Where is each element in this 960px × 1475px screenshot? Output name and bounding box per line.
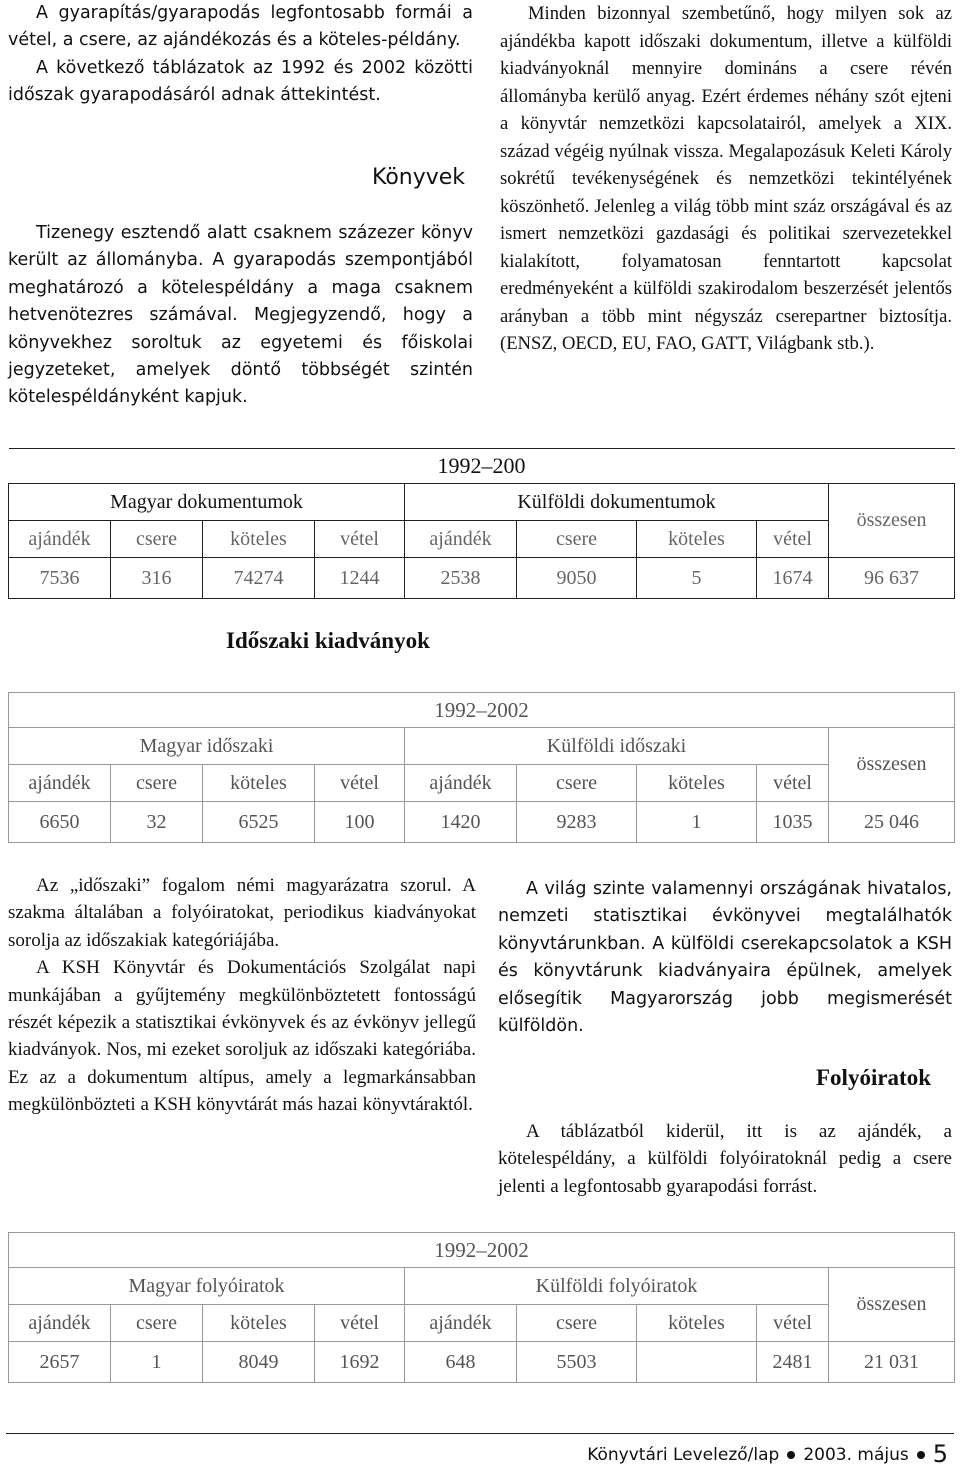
periodicals-total-label: összesen xyxy=(829,728,955,802)
books-period: 1992–200 xyxy=(9,449,955,484)
journals-col-legal-hu: köteles xyxy=(203,1305,315,1342)
books-val-purchase-foreign: 1674 xyxy=(757,558,829,599)
journals-group-foreign: Külföldi folyóiratok xyxy=(405,1268,829,1305)
periodicals-col-exchange-foreign: csere xyxy=(517,765,637,802)
periodicals-val-purchase-hu: 100 xyxy=(315,802,405,843)
books-val-gift-hu: 7536 xyxy=(9,558,111,599)
intro-column xyxy=(8,0,473,110)
books-val-exchange-foreign: 9050 xyxy=(517,558,637,599)
books-val-exchange-hu: 316 xyxy=(111,558,203,599)
periodicals-val-legal-foreign: 1 xyxy=(637,802,757,843)
intl-relations-column xyxy=(500,0,952,358)
periodicals-table xyxy=(8,692,954,843)
periodicals-col-gift-hu: ajándék xyxy=(9,765,111,802)
books-table xyxy=(8,448,954,599)
intro-paragraph-2: A következő táblázatok az 1992 és 2002 közötti időszak gyarapodásáról adnak áttekintést. xyxy=(8,57,473,106)
page-footer xyxy=(587,1440,948,1468)
page-number: 5 xyxy=(932,1440,948,1468)
journals-val-total: 21 031 xyxy=(829,1342,955,1383)
periodicals-explain-column xyxy=(8,872,476,1119)
journals-val-purchase-foreign: 2481 xyxy=(757,1342,829,1383)
journals-paragraph: A táblázatból kiderül, itt is az ajándék, a kötelespéldány, a külföldi folyóiratoknál pedig a csere jelenti a legfontosabb gyarapodási forrást. xyxy=(498,1121,952,1197)
books-col-gift-hu: ajándék xyxy=(9,521,111,558)
books-col-gift-foreign: ajándék xyxy=(405,521,517,558)
books-col-exchange-foreign: csere xyxy=(517,521,637,558)
books-total-label: összesen xyxy=(829,484,955,558)
journals-heading: Folyóiratok xyxy=(816,1065,931,1090)
books-col-legal-hu: köteles xyxy=(203,521,315,558)
bullet-icon xyxy=(917,1451,925,1459)
journals-val-exchange-foreign: 5503 xyxy=(517,1342,637,1383)
periodicals-heading: Időszaki kiadványok xyxy=(226,628,430,653)
journals-table xyxy=(8,1232,954,1383)
journals-col-gift-hu: ajándék xyxy=(9,1305,111,1342)
journals-col-exchange-hu: csere xyxy=(111,1305,203,1342)
periodicals-val-exchange-foreign: 9283 xyxy=(517,802,637,843)
journals-val-gift-hu: 2657 xyxy=(9,1342,111,1383)
periodicals-val-gift-hu: 6650 xyxy=(9,802,111,843)
periodicals-val-gift-foreign: 1420 xyxy=(405,802,517,843)
journals-val-purchase-hu: 1692 xyxy=(315,1342,405,1383)
journals-col-legal-foreign: köteles xyxy=(637,1305,757,1342)
yearbooks-column xyxy=(498,876,952,1040)
books-val-legal-foreign: 5 xyxy=(637,558,757,599)
books-col-exchange-hu: csere xyxy=(111,521,203,558)
periodicals-col-exchange-hu: csere xyxy=(111,765,203,802)
periodicals-col-purchase-foreign: vétel xyxy=(757,765,829,802)
books-val-purchase-hu: 1244 xyxy=(315,558,405,599)
books-val-legal-hu: 74274 xyxy=(203,558,315,599)
journals-val-legal-foreign xyxy=(637,1342,757,1383)
books-heading: Könyvek xyxy=(372,165,466,190)
periodicals-col-legal-hu: köteles xyxy=(203,765,315,802)
intl-relations-paragraph: Minden bizonnyal szembetűnő, hogy milyen sok az ajándékba kapott időszaki dokumentum, illetve a külföldi kiadványoknál mennyire domináns a csere révén állományba kerülő anyag. Ezért érdemes néhány szót ejteni a könyvtár nemzetközi kapcsolatairól, amelyek a XIX. század végéig nyúlnak vissza. Megalapozásuk Keleti Károly sokrétű tevékenységének és nemzetközi tekintélyének köszönhető. Jelenleg a világ több mint száz országával és az ismert nemzetközi gazdasági és politikai szervezetekkel kialakított, folyamatosan fenntartott kapcsolat eredményeként a külföldi szakirodalom beszerzését jelentős arányban a több mint négyszáz cserepartner biztosítja. (ENSZ, OECD, EU, FAO, GATT, Világbank stb.). xyxy=(500,3,952,354)
footer-rule xyxy=(6,1433,954,1434)
footer-date: 2003. május xyxy=(803,1445,909,1465)
books-paragraph: Tizenegy esztendő alatt csaknem százezer könyv került az állományba. A gyarapodás szempontjából meghatározó a kötelespéldány a maga csaknem hetvenötezres számával. Megjegyzendő, hogy a könyvekhez soroltuk az egyetemi és főiskolai jegyzeteket, amelyek döntő többségét szintén kötelespéldányként kapjuk. xyxy=(8,223,473,408)
books-val-gift-foreign: 2538 xyxy=(405,558,517,599)
bullet-icon xyxy=(787,1451,795,1459)
periodicals-val-legal-hu: 6525 xyxy=(203,802,315,843)
journals-val-gift-foreign: 648 xyxy=(405,1342,517,1383)
journals-val-legal-hu: 8049 xyxy=(203,1342,315,1383)
periodicals-group-foreign: Külföldi időszaki xyxy=(405,728,829,765)
footer-journal-title: Könyvtári Levelező/lap xyxy=(587,1445,780,1465)
yearbooks-paragraph: A világ szinte valamennyi országának hivatalos, nemzeti statisztikai évkönyvei megtalálhatók könyvtárunkban. A külföldi cserekapcsolatok a KSH és könyvtárunk kiadványaira épülnek, amelyek elősegítik Magyarország jobb megismerését külföldön. xyxy=(498,879,952,1037)
journals-col-exchange-foreign: csere xyxy=(517,1305,637,1342)
journals-period: 1992–2002 xyxy=(9,1233,955,1268)
periodicals-col-gift-foreign: ajándék xyxy=(405,765,517,802)
books-column xyxy=(8,220,473,412)
journals-col-purchase-foreign: vétel xyxy=(757,1305,829,1342)
books-col-purchase-foreign: vétel xyxy=(757,521,829,558)
periodicals-val-exchange-hu: 32 xyxy=(111,802,203,843)
books-group-hungarian: Magyar dokumentumok xyxy=(9,484,405,521)
periodicals-period: 1992–2002 xyxy=(9,693,955,728)
books-group-foreign: Külföldi dokumentumok xyxy=(405,484,829,521)
journals-total-label: összesen xyxy=(829,1268,955,1342)
periodicals-group-hungarian: Magyar időszaki xyxy=(9,728,405,765)
journals-group-hungarian: Magyar folyóiratok xyxy=(9,1268,405,1305)
intro-paragraph-1: A gyarapítás/gyarapodás legfontosabb formái a vétel, a csere, az ajándékozás és a köteles-példány. xyxy=(8,3,473,51)
journals-column xyxy=(498,1118,952,1200)
journals-val-exchange-hu: 1 xyxy=(111,1342,203,1383)
periodicals-col-legal-foreign: köteles xyxy=(637,765,757,802)
periodicals-explain-paragraph-1: Az „időszaki” fogalom némi magyarázatra szorul. A szakma általában a folyóiratokat, periodikus kiadványokat sorolja az időszakiak kategóriájába. xyxy=(8,875,476,951)
books-val-total: 96 637 xyxy=(829,558,955,599)
journals-col-gift-foreign: ajándék xyxy=(405,1305,517,1342)
books-col-legal-foreign: köteles xyxy=(637,521,757,558)
journals-col-purchase-hu: vétel xyxy=(315,1305,405,1342)
periodicals-explain-paragraph-2: A KSH Könyvtár és Dokumentációs Szolgálat napi munkájában a gyűjtemény megkülönböztetett fontosságú részét képezik a statisztikai évkönyvek és az évkönyv jellegű kiadványok. Nos, mi ezeket soroljuk az időszaki kategóriába. Ez az a dokumentum altípus, amely a legmarkánsabban megkülönbözteti a KSH könyvtárát más hazai könyvtáraktól. xyxy=(8,957,476,1116)
periodicals-val-total: 25 046 xyxy=(829,802,955,843)
books-col-purchase-hu: vétel xyxy=(315,521,405,558)
periodicals-col-purchase-hu: vétel xyxy=(315,765,405,802)
periodicals-val-purchase-foreign: 1035 xyxy=(757,802,829,843)
